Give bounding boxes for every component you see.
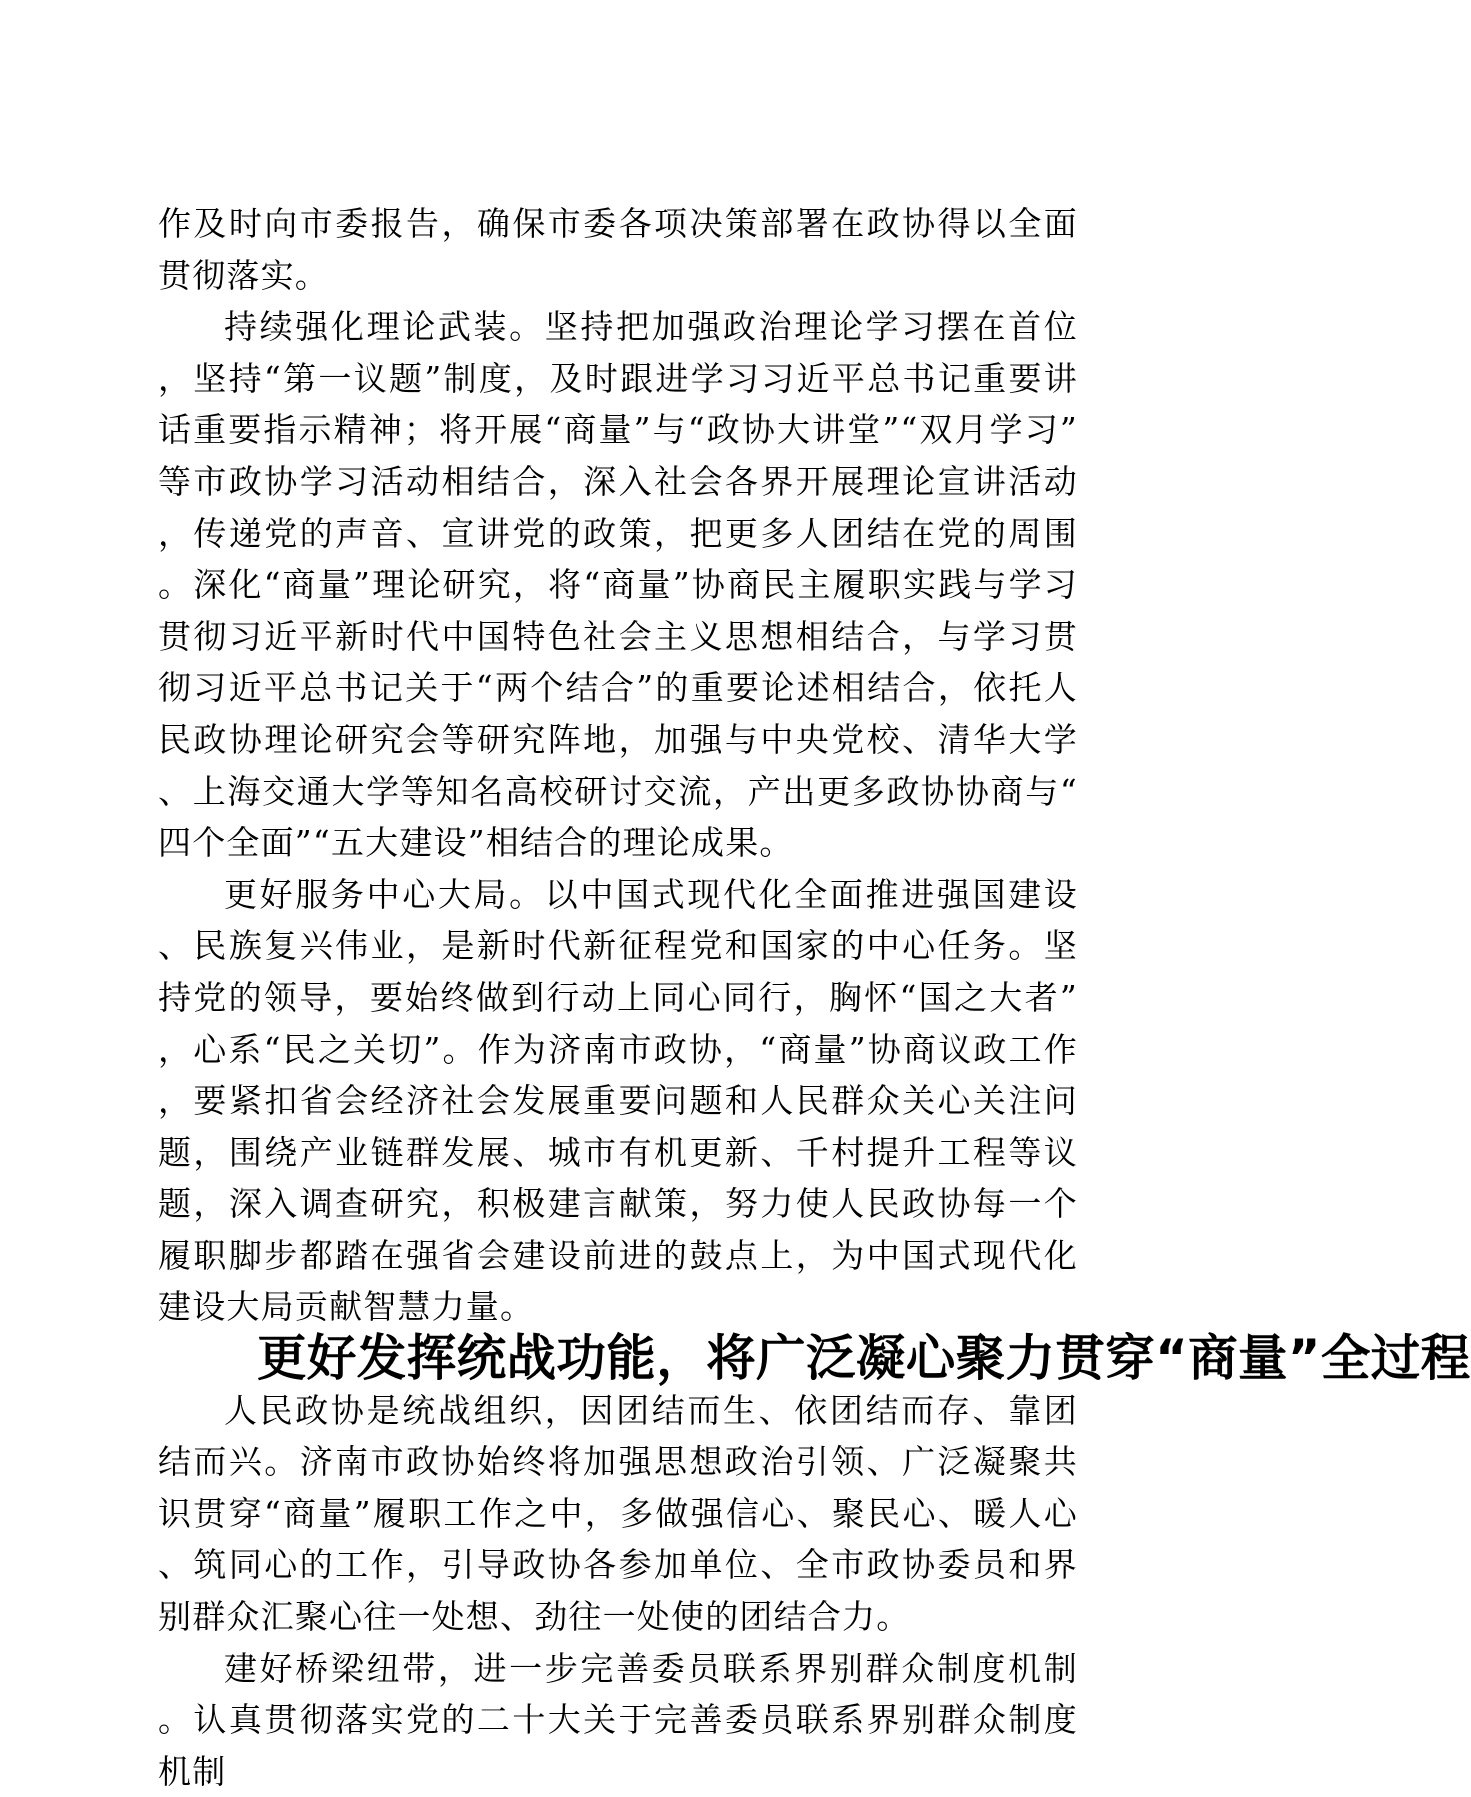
paragraph-serve-center: 更好服务中心大局。以中国式现代化全面推进强国建设、民族复兴伟业，是新时代新征程党和国家的中心任务。坚持党的领导，要始终做到行动上同心同行，胸怀“国之大者”，心系“民之关切”。作为济南市政协，“商量”协商议政工作，要紧扣省会经济社会发展重要问题和人民群众关心关注问题，围绕产业链群发展、城市有机更新、千村提升工程等议题，深入调查研究，积极建言献策，努力使人民政协每一个履职脚步都踏在强省会建设前进的鼓点上，为中国式现代化建设大局贡献智慧力量。 xyxy=(158,874,1078,1327)
paragraph-united-front: 人民政协是统战组织，因团结而生、依团结而存、靠团结而兴。济南市政协始终将加强思想政治引领、广泛凝聚共识贯穿“商量”履职工作之中，多做强信心、聚民心、暖人心、筑同心的工作，引导政协各参加单位、全市政协委员和界别群众汇聚心往一处想、劲往一处使的团结合力。 xyxy=(158,1390,1078,1637)
paragraph-theory-arming: 持续强化理论武装。坚持把加强政治理论学习摆在首位，坚持“第一议题”制度，及时跟进学习习近平总书记重要讲话重要指示精神；将开展“商量”与“政协大讲堂”“双月学习”等市政协学习活动相结合，深入社会各界开展理论宣讲活动，传递党的声音、宣讲党的政策，把更多人团结在党的周围。深化“商量”理论研究，将“商量”协商民主履职实践与学习贯彻习近平新时代中国特色社会主义思想相结合，与学习贯彻习近平总书记关于“两个结合”的重要论述相结合，依托人民政协理论研究会等研究阵地，加强与中央党校、清华大学、上海交通大学等知名高校研讨交流，产出更多政协协商与“四个全面”“五大建设”相结合的理论成果。 xyxy=(158,307,1078,863)
paragraph-bridge-link: 建好桥梁纽带，进一步完善委员联系界别群众制度机制。认真贯彻落实党的二十大关于完善委员联系界别群众制度机制 xyxy=(158,1648,1078,1791)
section-heading: 更好发挥统战功能，将广泛凝心聚力贯穿“商量”全过程 xyxy=(257,1329,1471,1388)
paragraph-continuation: 作及时向市委报告，确保市委各项决策部署在政协得以全面贯彻落实。 xyxy=(158,204,1078,295)
document-page xyxy=(158,198,1471,1797)
